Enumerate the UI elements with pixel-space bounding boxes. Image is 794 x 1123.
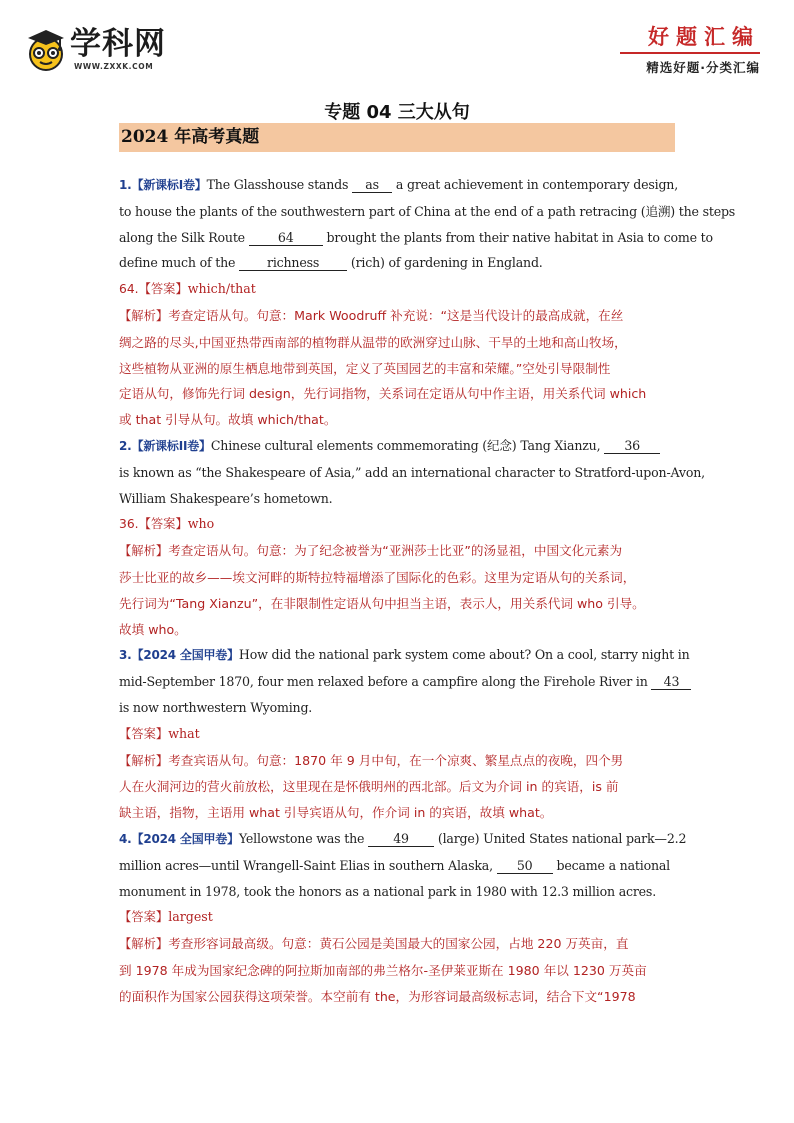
question-number: 3. <box>119 648 132 663</box>
question-source-tag: 【新课标Ⅰ卷】 <box>131 178 207 192</box>
page-title: 专题 04 三大从句 <box>324 102 470 123</box>
question-1: 1.【新课标Ⅰ卷】The Glasshouse stands as a great achievement in contemporary design, to house the plants of the southwestern part of China at the end of a path retracing (追溯) the steps along the Silk Route 64 brought the plants from their native habitat in Asia to come to define much of the richness (rich) of gardening in England. <box>119 177 736 271</box>
brand-subtitle: 精选好题·分类汇编 <box>646 60 760 75</box>
page-header <box>0 0 794 90</box>
questions-content <box>119 172 736 1010</box>
answer-value: what <box>168 725 200 741</box>
question-source-tag: 【新课标ⅠⅠ卷】 <box>131 438 211 453</box>
question-number: 2. <box>119 438 132 453</box>
answer-value: who <box>187 516 215 532</box>
question-source-tag: 【2024 全国甲卷】 <box>131 648 239 663</box>
analysis: 【解析】考查形容词最高级。句意：黄石公园是美国最大的国家公园，占地 220 万英亩，直 到 1978 年成为国家纪念碑的阿拉斯加南部的弗兰格尔-圣伊莱亚斯在 1980 年以 1230 万英亩 的面积作为国家公园获得这项荣誉。本空前有 the，为形容词最高级标志词，结合下文“1978 <box>119 936 647 1004</box>
section-header <box>119 123 675 152</box>
brand-divider <box>620 52 760 54</box>
analysis: 【解析】考查宾语从句。句意：1870 年 9 月中旬，在一个凉爽、繁星点点的夜晚，四个男 人在火洞河边的营火前放松，这里现在是怀俄明州的西北部。后文为介词 in 的宾语，is 前 缺主语，指物，主语用 what 引导宾语从句，作介词 in 的宾语，故填 what。 <box>119 752 624 821</box>
graduate-mascot-icon <box>26 28 68 72</box>
logo-text: 学科网 <box>70 26 166 62</box>
answer-value: largest <box>168 909 213 925</box>
answer-blank: 49 <box>368 831 434 847</box>
answer-line: 64.【答案】which/that <box>119 281 256 297</box>
analysis: 【解析】考查定语从句。句意：Mark Woodruff 补充说：“这是当代设计的最高成就，在丝 绸之路的尽头,中国亚热带西南部的植物群从温带的欧洲穿过山脉、干旱的土地和高山牧场， 这些植物从亚洲的原生栖息地带到英国，定义了英国园艺的丰富和荣耀。”空处引导限制性 定语从句，修饰先行词 design，先行词指物，关系词在定语从句中作主语，用关系代词 which 或 that 引导从句。故填 which/that。 <box>119 307 647 428</box>
answer-line: 【答案】largest <box>119 909 213 925</box>
question-2: 2.【新课标ⅠⅠ卷】Chinese cultural elements commemorating (纪念) Tang Xianzu, 36 is known as “the Shakespeare of Asia,” add an international character to Stratford-upon-Avon, William Shakespeare’s hometown. <box>119 437 705 506</box>
question-3: 3.【2024 全国甲卷】How did the national park system come about? On a cool, starry night in mid-September 1870, four men relaxed before a campfire along the Firehole River in 43 is now northwestern Wyoming. <box>119 647 690 715</box>
answer-blank: 43 <box>651 674 691 690</box>
answer-line: 36.【答案】who <box>119 516 215 532</box>
logo <box>26 26 176 74</box>
answer-line: 【答案】what <box>119 725 200 741</box>
brand-title: 好题汇编 <box>648 24 760 49</box>
answer-blank: 50 <box>497 858 553 874</box>
logo-url: WWW.ZXXK.COM <box>74 62 154 71</box>
answer-blank: richness <box>239 255 347 271</box>
analysis: 【解析】考查定语从句。句意：为了纪念被誉为“亚洲莎士比亚”的汤显祖，中国文化元素为 莎士比亚的故乡——埃文河畔的斯特拉特福增添了国际化的色彩。这里为定语从句的关系词， 先行词为“Tang Xianzu”，在非限制性定语从句中担当主语，表示人，用关系代词 who 引导。 故填 who。 <box>119 543 645 637</box>
question-number: 1. <box>119 178 132 192</box>
section-title: 2024 年高考真题 <box>121 127 260 147</box>
brand-block <box>620 24 760 76</box>
question-4: 4.【2024 全国甲卷】Yellowstone was the 49 (large) United States national park—2.2 million acres—until Wrangell-Saint Elias in southern Alaska, 50 became a national monument in 1978, took the honors as a national park in 1980 with 12.3 million acres. <box>119 830 687 899</box>
answer-blank: as <box>352 177 392 193</box>
question-number: 4. <box>119 831 132 846</box>
question-source-tag: 【2024 全国甲卷】 <box>131 831 239 846</box>
answer-blank: 64 <box>249 230 323 246</box>
answer-blank: 36 <box>604 438 660 454</box>
answer-value: which/that <box>187 281 256 297</box>
